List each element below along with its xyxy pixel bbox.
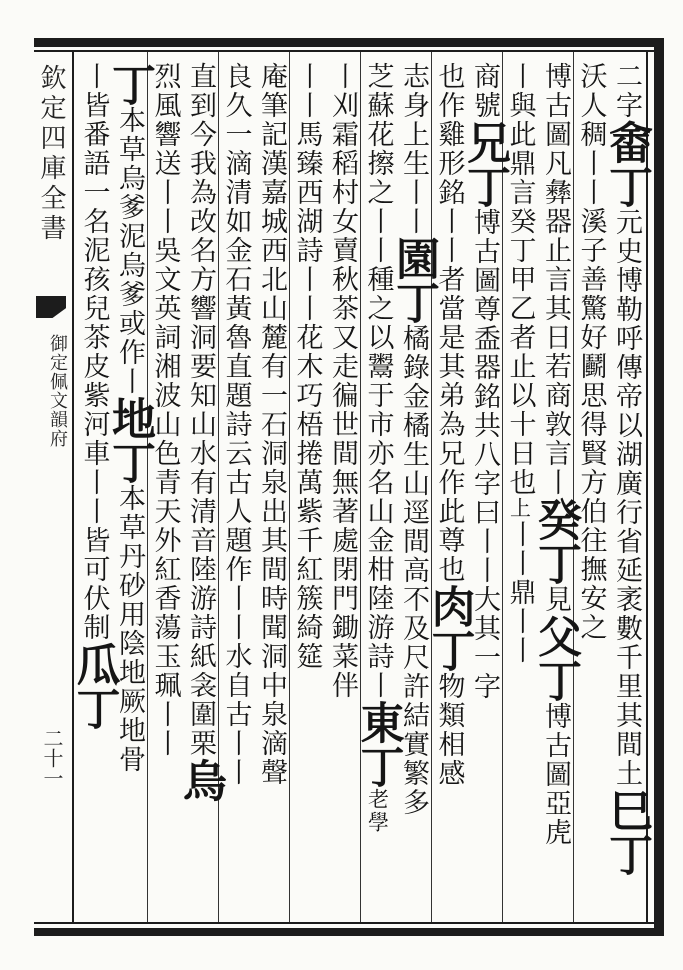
entry-text: 芝蘇花擦之 bbox=[362, 62, 394, 207]
entry-text: 良久一滴清如金石黃魯直題詩云古人題作丨丨水自古丨丨 bbox=[220, 62, 252, 787]
collection-title: 欽定四庫全書 bbox=[36, 64, 66, 244]
text-column bbox=[175, 62, 226, 918]
entry-text: 物類相感 bbox=[433, 672, 465, 788]
entry-text: 見 bbox=[540, 585, 571, 614]
headword: 畬丁 bbox=[601, 120, 652, 208]
headword: 東丁 bbox=[352, 700, 404, 788]
annotation-text: 上 bbox=[507, 497, 532, 520]
entry-text: 丨丨馬臻西湖詩丨丨花木巧梧捲萬紫千紅簇綺筵 bbox=[291, 62, 323, 671]
book-title: 御定佩文韻府 bbox=[47, 334, 68, 448]
text-column bbox=[459, 62, 510, 918]
text-column bbox=[530, 62, 581, 918]
entry-text: 直到今我為改名方響洞要知山水有清音陸游詩紙衾圍栗 bbox=[185, 62, 216, 758]
frame-top-rule bbox=[34, 50, 664, 52]
entry-text: 橘錄金橘生山逕間高不及尺許結實繁多 bbox=[398, 324, 429, 817]
entry-text: 皮紫河車丨丨皆可伏制 bbox=[78, 352, 110, 642]
text-column bbox=[104, 62, 155, 918]
entry-text: 庵筆記漢嘉城西北山麓有一石洞泉出其間時聞洞中泉滴聲 bbox=[256, 62, 287, 787]
headword: 園丁 bbox=[388, 236, 439, 324]
headword: 父丁 bbox=[530, 614, 581, 702]
frame-bottom-border bbox=[34, 928, 664, 936]
annotation-text: 老學 bbox=[365, 788, 390, 834]
entry-text: 作雞形銘丨丨者當是其弟為兄作此尊也 bbox=[433, 91, 465, 584]
entry-text: 丨丨種之以鬻于市亦名山金柑陸游詩丨 bbox=[362, 207, 394, 700]
headword: 肉丁 bbox=[423, 584, 475, 672]
text-column bbox=[423, 62, 475, 918]
entry-text: 烈風響送丨丨吳文英詞湘波山色青天外紅香蕩玉珮丨丨 bbox=[149, 62, 181, 758]
headword: 瓜丁 bbox=[68, 642, 120, 730]
headword: 癸丁 bbox=[530, 497, 581, 585]
entry-text: 元史博勒呼傳帝以湖廣行省延袤數千里其間土 bbox=[611, 208, 642, 788]
headword: 兄丁 bbox=[459, 120, 510, 208]
entry-text: 本草丹砂用陰地厥地骨 bbox=[114, 484, 145, 774]
text-column bbox=[149, 62, 183, 918]
text-column bbox=[291, 62, 325, 918]
entry-text: 丨刈霜稻村女賣秋茶又走徧世間無著處閉門鋤菜伴 bbox=[327, 62, 358, 700]
entry-text: 沃人稠丨丨溪子善驚好鬬思得賢方伯往撫安之 bbox=[575, 62, 607, 642]
text-column bbox=[256, 62, 290, 918]
text-column bbox=[388, 62, 439, 918]
entry-text: 志身上生丨丨 bbox=[398, 62, 429, 236]
entry-text: 本草烏爹泥烏爹或作丨 bbox=[114, 106, 145, 396]
frame-bottom-rule bbox=[34, 922, 664, 924]
entry-text: 丨與此鼎言癸丁甲乙者止以十日也 bbox=[504, 62, 536, 497]
entry-text: 博古圖亞虎 bbox=[540, 702, 571, 847]
entry-text: 丨皆番語一名泥孩兒茶 bbox=[78, 62, 110, 352]
headword: 烏 bbox=[175, 758, 226, 802]
frame-right-border bbox=[654, 38, 664, 936]
entry-text: 也 bbox=[433, 62, 465, 91]
page-number: 二十一 bbox=[40, 728, 64, 788]
frame-top-border bbox=[34, 38, 664, 47]
entry-text: 商號 bbox=[469, 62, 500, 120]
text-column bbox=[68, 62, 120, 918]
headword: 巳丁 bbox=[601, 788, 652, 876]
headword: 地丁 bbox=[104, 396, 155, 484]
entry-text: 二字 bbox=[611, 62, 642, 120]
text-column bbox=[575, 62, 609, 918]
text-column bbox=[601, 62, 652, 918]
text-column bbox=[352, 62, 404, 918]
center-margin-rule bbox=[72, 52, 74, 922]
headword: 丁 bbox=[104, 62, 155, 106]
entry-text: 博古圖凡彝器止言其日若商敦言丨 bbox=[540, 62, 571, 497]
entry-text: 丨丨鼎丨丨 bbox=[504, 520, 536, 665]
entry-text: 博古圖尊盉器銘共八字曰丨丨大其一字 bbox=[469, 208, 500, 701]
text-column bbox=[327, 62, 361, 918]
